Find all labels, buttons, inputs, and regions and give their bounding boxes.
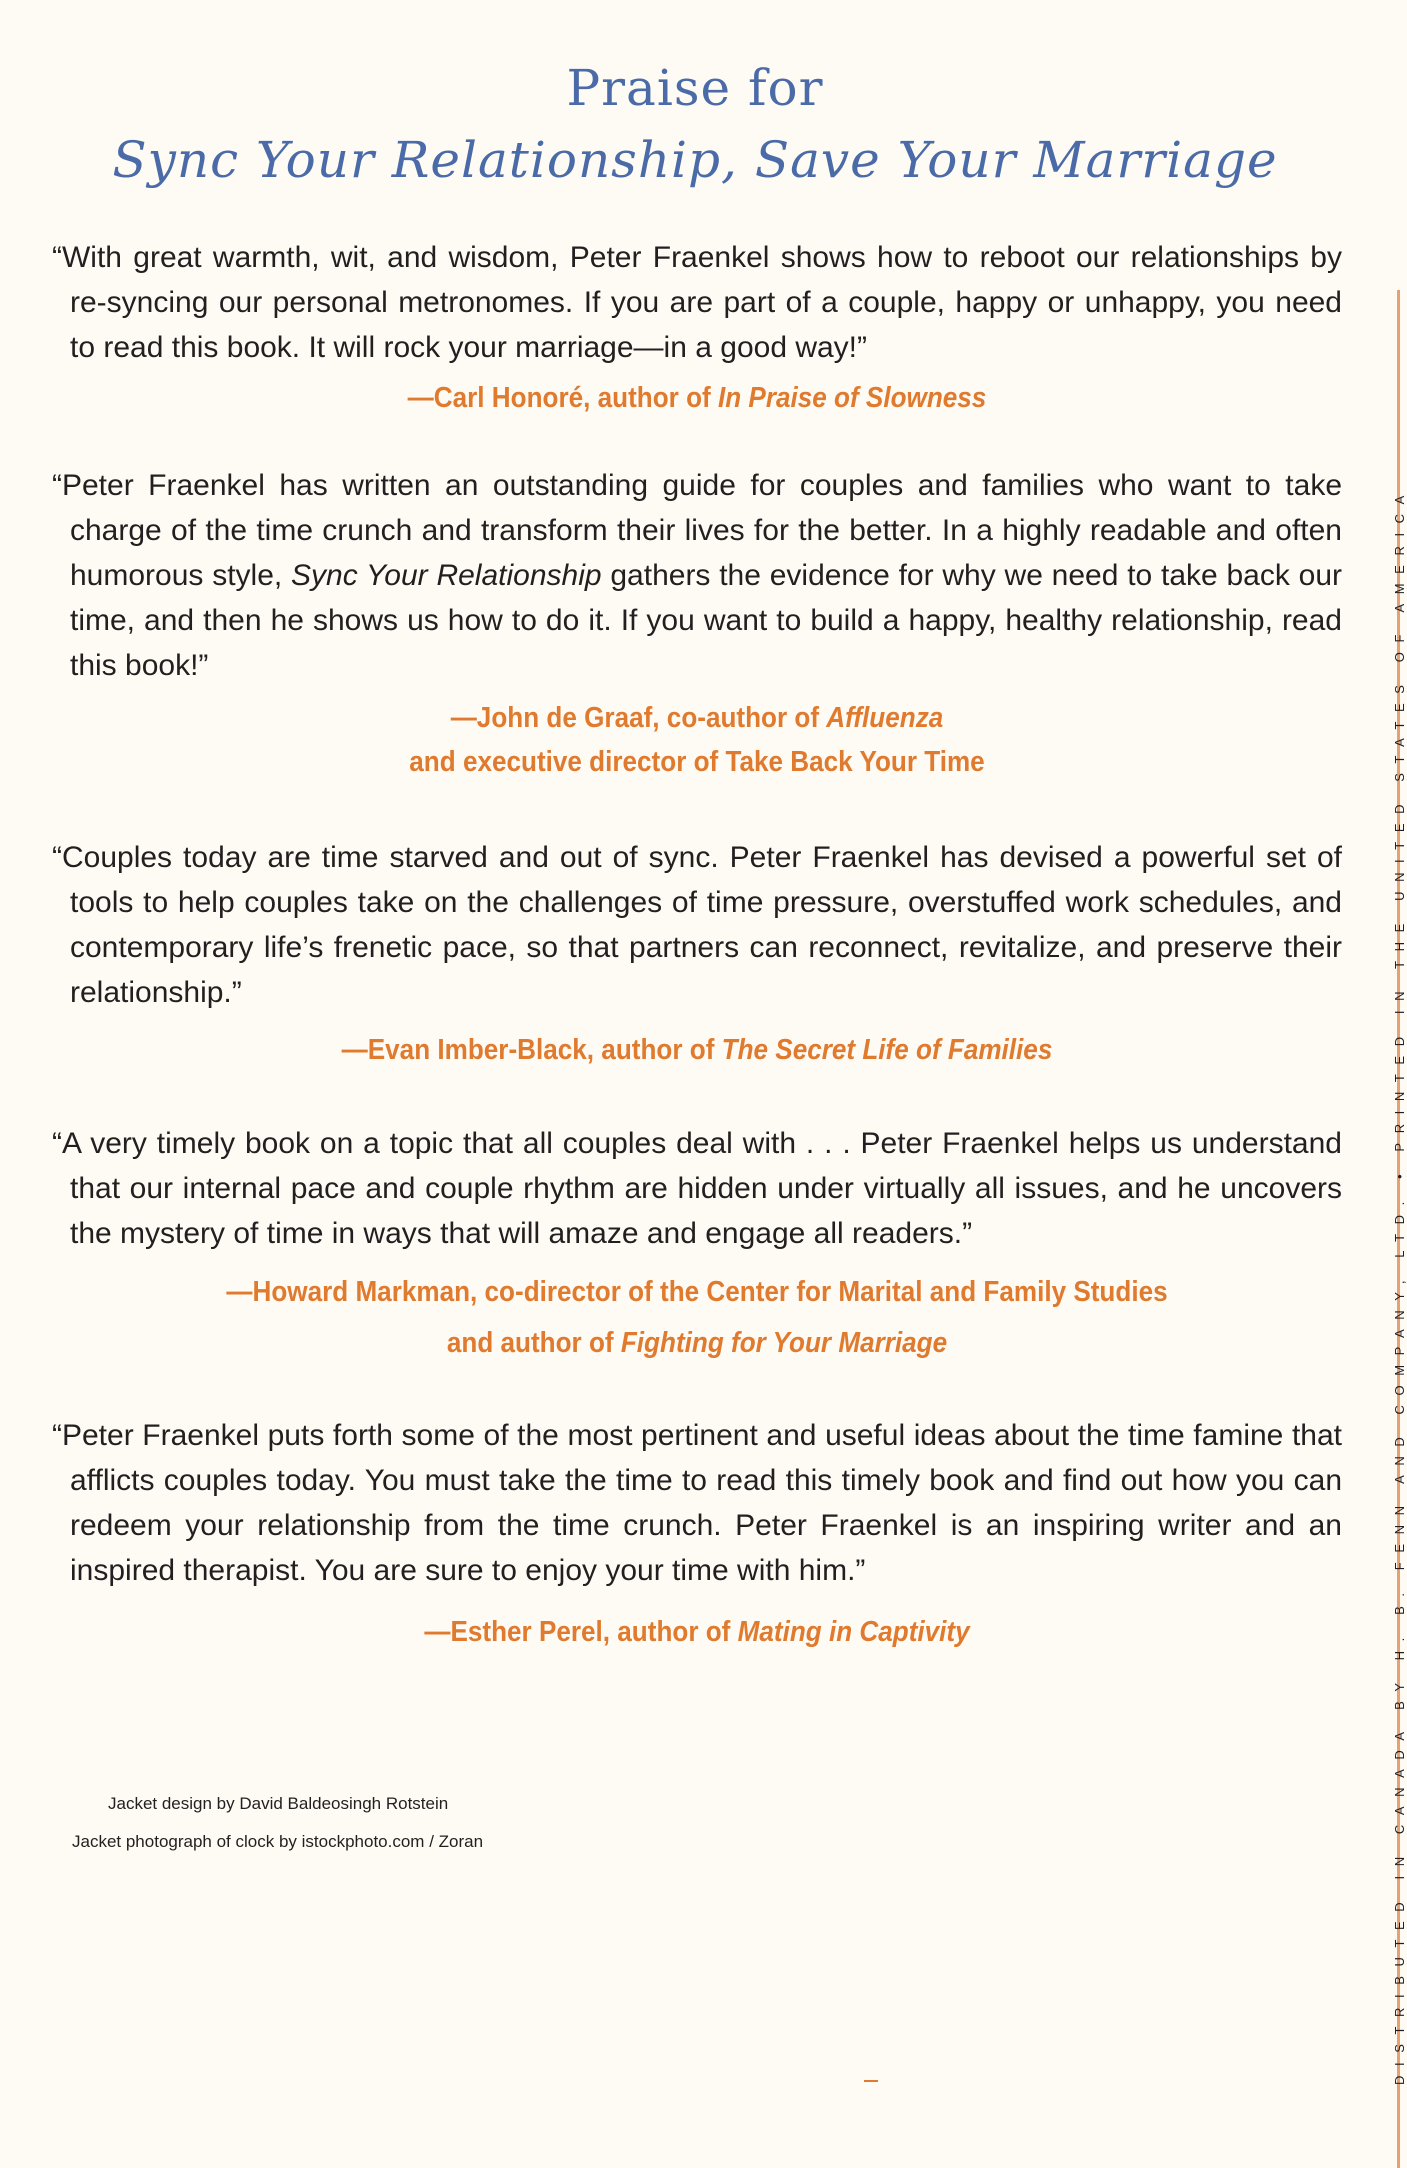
attribution-name: —Carl Honoré, author of — [407, 382, 718, 414]
quote-book-title: Sync Your Relationship — [291, 559, 602, 592]
attribution-book-title: The Secret Life of Families — [721, 1034, 1053, 1066]
quote-attribution-3 — [117, 1025, 1278, 1075]
quote-attribution-2 — [117, 693, 1278, 743]
quote-attribution-4-line-2 — [117, 1318, 1278, 1368]
praise-quote-1 — [52, 235, 1342, 370]
attribution-book-title: In Praise of Slowness — [717, 382, 987, 414]
attribution-book-title: Affluenza — [826, 702, 944, 734]
attribution-name: —John de Graaf, co-author of — [450, 702, 827, 734]
jacket-design-credit: Jacket design by David Baldeosingh Rotstein — [108, 1794, 449, 1813]
quote-text: “With great warmth, wit, and wisdom, Peter Fraenkel shows how to reboot our relationships by re-syncing our personal metronomes. If you are part of a couple, happy or unhappy, you need to read this book. It will rock your marriage—in a good way!” — [52, 241, 1342, 364]
heading-book-title: Sync Your Relationship, Save Your Marriage — [112, 131, 1278, 189]
quote-text-part: gathers the evidence for why we need to take back our time, and then he shows us how to do it. If you want to build a happy, healthy relationship, read this book!” — [70, 559, 1343, 682]
praise-quote-4 — [52, 1121, 1342, 1256]
quote-attribution-1 — [117, 373, 1278, 423]
praise-quote-2 — [52, 463, 1342, 688]
attribution-name: —Esther Perel, author of — [424, 1616, 738, 1648]
quote-attribution-2-line-2 — [117, 737, 1278, 787]
praise-quote-3 — [52, 835, 1342, 1015]
praise-quote-5 — [52, 1413, 1342, 1593]
spine-distribution-text: DISTRIBUTED IN CANADA BY H. B. FENN AND COMPANY, LTD. • PRINTED IN THE UNITED STATES OF AMERICA — [1392, 486, 1407, 2085]
attribution-book-title: Fighting for Your Marriage — [620, 1327, 948, 1359]
quote-text: “Peter Fraenkel puts forth some of the most pertinent and useful ideas about the time famine that afflicts couples today. You must take the time to read this timely book and find out how you can redeem your relationship from the time crunch. Peter Fraenkel is an inspiring writer and an inspired therapist. You are sure to enjoy your time with him.” — [52, 1419, 1342, 1587]
page-heading — [60, 52, 1330, 196]
jacket-photo-credit: Jacket photograph of clock by istockphoto.com / Zoran — [72, 1832, 484, 1851]
quote-text-part: “Peter Fraenkel has written an outstanding guide for couples and families who want to take charge of the time crunch and transform their lives for the better. In a highly readable and often humorous style, — [52, 469, 1342, 592]
heading-line-1: Praise for — [566, 59, 824, 117]
attribution-name: —Howard Markman, co-director of the Center for Marital and Family Studies — [226, 1276, 1168, 1308]
decorative-dash — [864, 2080, 878, 2082]
quote-attribution-5 — [117, 1607, 1278, 1657]
attribution-book-title: Mating in Captivity — [737, 1616, 970, 1648]
quote-text: “A very timely book on a topic that all couples deal with . . . Peter Fraenkel helps us understand that our internal pace and couple rhythm are hidden under virtually all issues, and he uncovers the mystery of time in ways that will amaze and engage all readers.” — [52, 1127, 1342, 1250]
attribution-role: and executive director of Take Back Your Time — [409, 746, 985, 778]
quote-text — [52, 463, 1342, 688]
quote-attribution-4 — [117, 1267, 1278, 1317]
attribution-role: and author of — [446, 1327, 621, 1359]
attribution-name: —Evan Imber-Black, author of — [341, 1034, 722, 1066]
quote-text: “Couples today are time starved and out of sync. Peter Fraenkel has devised a powerful set of tools to help couples take on the challenges of time pressure, overstuffed work schedules, and contemporary life’s frenetic pace, so that partners can reconnect, revitalize, and preserve their relationship.” — [52, 841, 1342, 1009]
